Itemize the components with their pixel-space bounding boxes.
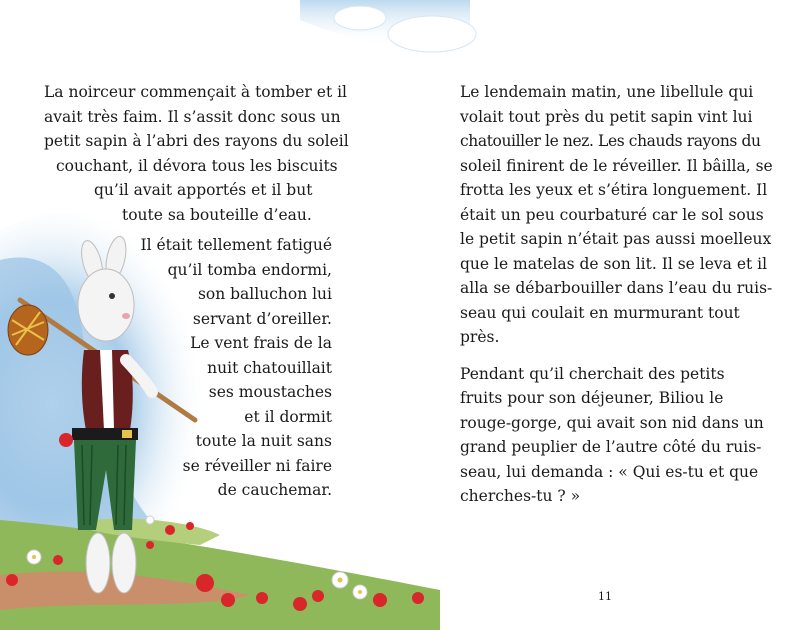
right-paragraph-1 <box>460 80 778 350</box>
right-page-text <box>460 80 778 509</box>
text-line: Le vent frais de la <box>190 334 332 352</box>
text-line: grand peuplier de l’autre côté du ruis- <box>460 438 762 456</box>
cloud <box>388 16 476 52</box>
cloud <box>334 6 386 30</box>
text-line: rouge-gorge, qui avait son nid dans un <box>460 413 764 432</box>
text-line: son balluchon lui <box>197 285 332 303</box>
text-line: volait tout près du petit sapin vint lui <box>460 107 753 126</box>
text-line: chatouiller le nez. Les chauds rayons du <box>460 132 761 150</box>
text-line: le petit sapin n’était pas aussi moelleux <box>460 230 772 248</box>
head <box>78 269 134 341</box>
text-line: La noirceur commençait à tomber et il <box>44 83 348 101</box>
page-number: 11 <box>598 590 612 603</box>
text-line: nuit chatouillait <box>207 358 332 377</box>
text-line: toute sa bouteille d’eau. <box>122 205 312 224</box>
text-line: ses moustaches <box>208 383 332 401</box>
text-line: se réveiller ni faire <box>182 456 332 475</box>
text-line: seau qui coulait en murmurant tout <box>460 303 740 322</box>
left-paragraph-2 <box>140 233 332 503</box>
left-paragraph-1 <box>44 80 349 227</box>
text-line: seau, lui demanda : « Qui es-tu et que <box>460 462 759 481</box>
text-line: et il dormit <box>244 407 332 426</box>
text-line: était un peu courbaturé car le sol sous <box>460 205 764 224</box>
text-line: Il était tellement fatigué <box>140 236 332 254</box>
text-line: Le lendemain matin, une libellule qui <box>460 83 754 101</box>
text-line: cherches-tu ? » <box>460 487 581 505</box>
text-line: alla se débarbouiller dans l’eau du ruis- <box>460 279 773 297</box>
paragraph-gap <box>460 350 778 362</box>
foot-right <box>112 533 136 593</box>
text-line: qu’il avait apportés et il but <box>94 181 313 199</box>
text-line: petit sapin à l’abri des rayons du soleil <box>44 132 349 150</box>
text-line: avait très faim. Il s’assit donc sous un <box>44 107 341 126</box>
text-line: fruits pour son déjeuner, Biliou le <box>460 389 724 407</box>
text-line: près. <box>460 328 500 346</box>
text-line: de cauchemar. <box>217 481 332 499</box>
text-line: frotta les yeux et s’étira longuement. Il <box>460 181 768 199</box>
text-line: servant d’oreiller. <box>192 309 332 328</box>
text-line: soleil finirent de le réveiller. Il bâilla, se <box>460 156 773 175</box>
text-line: qu’il tomba endormi, <box>167 260 332 279</box>
text-line: Pendant qu’il cherchait des petits <box>460 364 725 383</box>
text-line: que le matelas de son lit. Il se leva et il <box>460 254 768 273</box>
foot-left <box>86 533 110 593</box>
text-line: toute la nuit sans <box>195 432 332 450</box>
text-line: couchant, il dévora tous les biscuits <box>56 156 338 175</box>
right-paragraph-2 <box>460 362 778 509</box>
